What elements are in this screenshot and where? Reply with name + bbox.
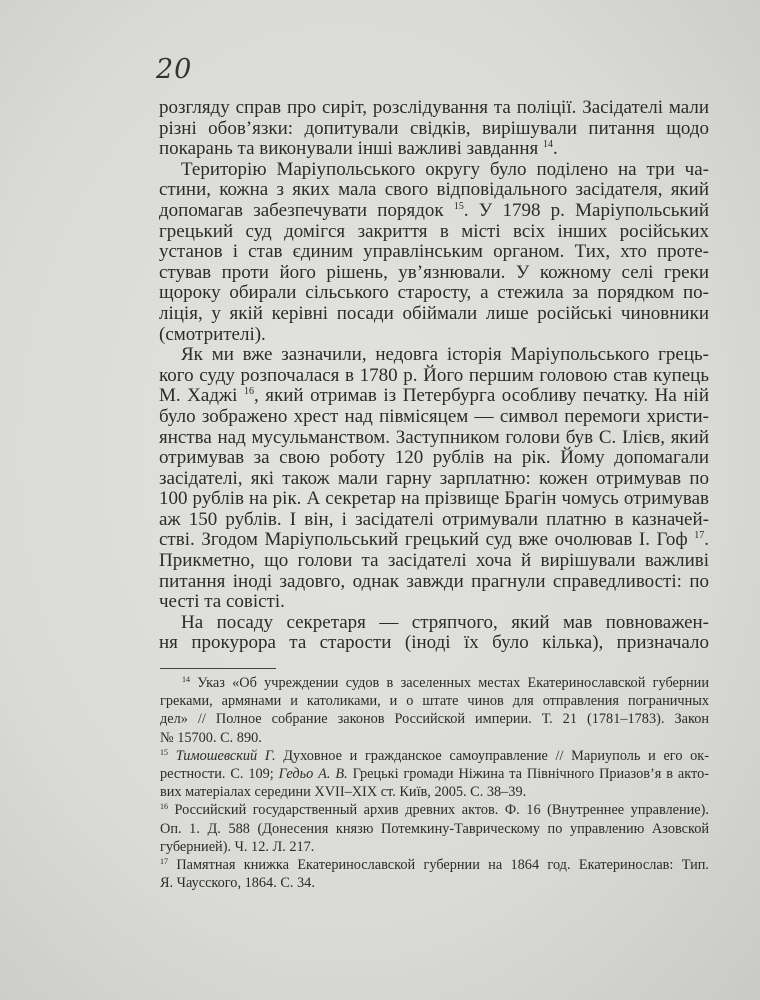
text-segment: . bbox=[552, 138, 558, 160]
text-segment: (смотрителі). bbox=[159, 323, 266, 345]
text-line bbox=[159, 98, 709, 119]
footnote-line bbox=[160, 874, 709, 892]
text-line bbox=[159, 428, 709, 449]
text-segment: рестности. С. 109; bbox=[160, 766, 279, 783]
text-segment: Тимошевский Г. bbox=[175, 747, 276, 764]
text-segment: На посаду секретаря — стряпчого, який мав повноважен- bbox=[181, 611, 709, 633]
text-segment: було зображено хрест над півмісяцем — символ перемоги христи- bbox=[159, 405, 709, 427]
text-segment: Як ми вже зазначили, недовга історія Маріупольського грець- bbox=[181, 344, 709, 366]
text-segment: стини, кожна з яких мала свого відповідального засідателя, який bbox=[159, 179, 709, 201]
text-segment: губернией). Ч. 12. Л. 217. bbox=[160, 838, 315, 855]
text-segment: дел» // Полное собрание законов Российской империи. Т. 21 (1781–1783). Закон bbox=[160, 711, 709, 728]
text-segment: різні обов’язки: допитували свідків, вирішували питання щодо bbox=[159, 117, 709, 139]
text-segment: № 15700. С. 890. bbox=[160, 729, 262, 746]
footnote-ref: 15 bbox=[160, 747, 168, 757]
text-line bbox=[159, 119, 709, 140]
text-line bbox=[159, 407, 709, 428]
text-segment: ліція, у якій керівні посади обіймали лише російські чиновники bbox=[159, 302, 709, 324]
footnote-line bbox=[160, 820, 709, 838]
footnote-line bbox=[160, 729, 709, 747]
text-line bbox=[159, 551, 709, 572]
text-segment: покарань та виконували інші важливі завдання bbox=[159, 138, 543, 160]
text-segment: Територію Маріупольського округу було поділено на три ча- bbox=[181, 158, 709, 180]
text-line bbox=[159, 180, 709, 201]
page-number: 20 bbox=[156, 54, 193, 85]
text-segment: Памятная книжка Екатеринославской губернии на 1864 год. Екатеринослав: Тип. bbox=[168, 857, 709, 874]
text-segment: аж 150 рублів. І він, і засідателі отримували платню в казначей- bbox=[159, 508, 709, 530]
text-segment: . У 1798 р. Маріупольський bbox=[463, 199, 709, 221]
text-segment: стував проти його рішень, ув’язнювали. У кожному селі греки bbox=[159, 261, 709, 283]
text-line bbox=[159, 201, 709, 222]
text-segment: Прикметно, що голови та засідателі хоча й вирішували важливі bbox=[159, 550, 709, 572]
text-line bbox=[159, 386, 709, 407]
text-segment: честі та совісті. bbox=[159, 591, 285, 613]
footnote-ref: 15 bbox=[453, 200, 464, 212]
text-segment: отримував за свою роботу 120 рублів на рік. Йому допомагали bbox=[159, 447, 709, 469]
text-line bbox=[159, 345, 709, 366]
text-segment: кого суду розпочалася в 1780 р. Його першим головою став купець bbox=[159, 364, 709, 386]
footnote-ref: 14 bbox=[542, 139, 553, 151]
body-text bbox=[159, 98, 709, 654]
text-line bbox=[159, 325, 709, 346]
text-segment: Грецькі громади Ніжина та Північного Приазов’я в акто- bbox=[347, 766, 709, 783]
footnote-line bbox=[160, 710, 709, 728]
text-segment: . bbox=[704, 529, 709, 551]
text-segment: допомагав забезпечувати порядок bbox=[159, 199, 454, 221]
text-segment: Духовное и гражданское самоуправление // Мариуполь и его ок- bbox=[275, 747, 709, 764]
footnote-line bbox=[160, 674, 709, 692]
footnote-line bbox=[160, 801, 709, 819]
text-line bbox=[159, 572, 709, 593]
footnote-line bbox=[160, 838, 709, 856]
text-line bbox=[159, 283, 709, 304]
text-segment: греками, армянами и католиками, и о штате чинов для отправления пограничных bbox=[160, 693, 709, 710]
footnote-ref: 17 bbox=[160, 857, 168, 867]
footnote-line bbox=[160, 692, 709, 710]
text-segment: установ і став єдиним управлінським органом. Тих, хто проте- bbox=[159, 241, 709, 263]
text-line bbox=[159, 139, 709, 160]
text-line bbox=[159, 510, 709, 531]
text-segment: Российский государственный архив древних актов. Ф. 16 (Внутреннее управление). bbox=[168, 802, 709, 819]
text-line bbox=[159, 304, 709, 325]
text-line bbox=[159, 592, 709, 613]
text-segment: грецький суд домігся закриття в місті всіх інших російських bbox=[159, 220, 709, 242]
footnote-ref: 16 bbox=[160, 802, 168, 812]
text-segment: Оп. 1. Д. 588 (Донесения князю Потемкину-Таврическому по управлению Азовской bbox=[160, 820, 709, 837]
text-line bbox=[159, 489, 709, 510]
text-segment: Гедьо А. В. bbox=[278, 766, 348, 783]
text-line bbox=[159, 160, 709, 181]
text-line bbox=[159, 633, 709, 654]
footnote-ref: 16 bbox=[243, 386, 254, 398]
text-segment: Я. Чаусского, 1864. С. 34. bbox=[160, 875, 315, 892]
text-line bbox=[159, 366, 709, 387]
text-line bbox=[159, 469, 709, 490]
text-line bbox=[159, 448, 709, 469]
text-segment: вих матеріалах середини XVII–XIX ст. Київ, 2005. С. 38–39. bbox=[160, 784, 527, 801]
text-segment bbox=[168, 748, 176, 764]
text-segment: 100 рублів на рік. А секретар на прізвище Брагін чомусь отримував bbox=[159, 488, 709, 510]
text-line bbox=[159, 613, 709, 634]
text-line bbox=[159, 530, 709, 551]
text-segment: Указ «Об учреждении судов в заселенных местах Екатеринославской губернии bbox=[190, 675, 709, 691]
text-line bbox=[159, 222, 709, 243]
text-segment: стві. Згодом Маріупольський грецький суд вже очолював І. Гоф bbox=[159, 529, 695, 551]
footnote-line bbox=[160, 765, 709, 783]
text-segment: М. Хаджі bbox=[159, 385, 244, 407]
text-line bbox=[159, 263, 709, 284]
text-segment: , який отримав із Петербурга особливу печатку. На ній bbox=[253, 385, 709, 407]
text-segment: розгляду справ про сиріт, розслідування та поліції. Засідателі мали bbox=[159, 97, 709, 118]
text-segment: щороку обирали сільського старосту, а стежила за порядком по- bbox=[159, 282, 709, 304]
text-segment: янства над мусульманством. Заступником голови був С. Ілієв, який bbox=[159, 426, 709, 448]
footnote-line bbox=[160, 856, 709, 874]
text-line bbox=[159, 242, 709, 263]
footnote-ref: 17 bbox=[694, 530, 705, 542]
footnote-ref: 14 bbox=[182, 675, 190, 684]
footnotes bbox=[160, 674, 709, 892]
text-segment: ня прокурора та старости (іноді їх було кілька), призначало bbox=[159, 632, 709, 654]
footnote-line bbox=[160, 747, 709, 765]
footnote-divider bbox=[160, 668, 276, 669]
text-segment: засідателі, які також мали гарну зарплатню: кожен отримував по bbox=[159, 467, 709, 489]
text-segment: питання іноді задовго, однак завжди прагнули справедливості: по bbox=[159, 570, 709, 592]
footnote-line bbox=[160, 783, 709, 801]
